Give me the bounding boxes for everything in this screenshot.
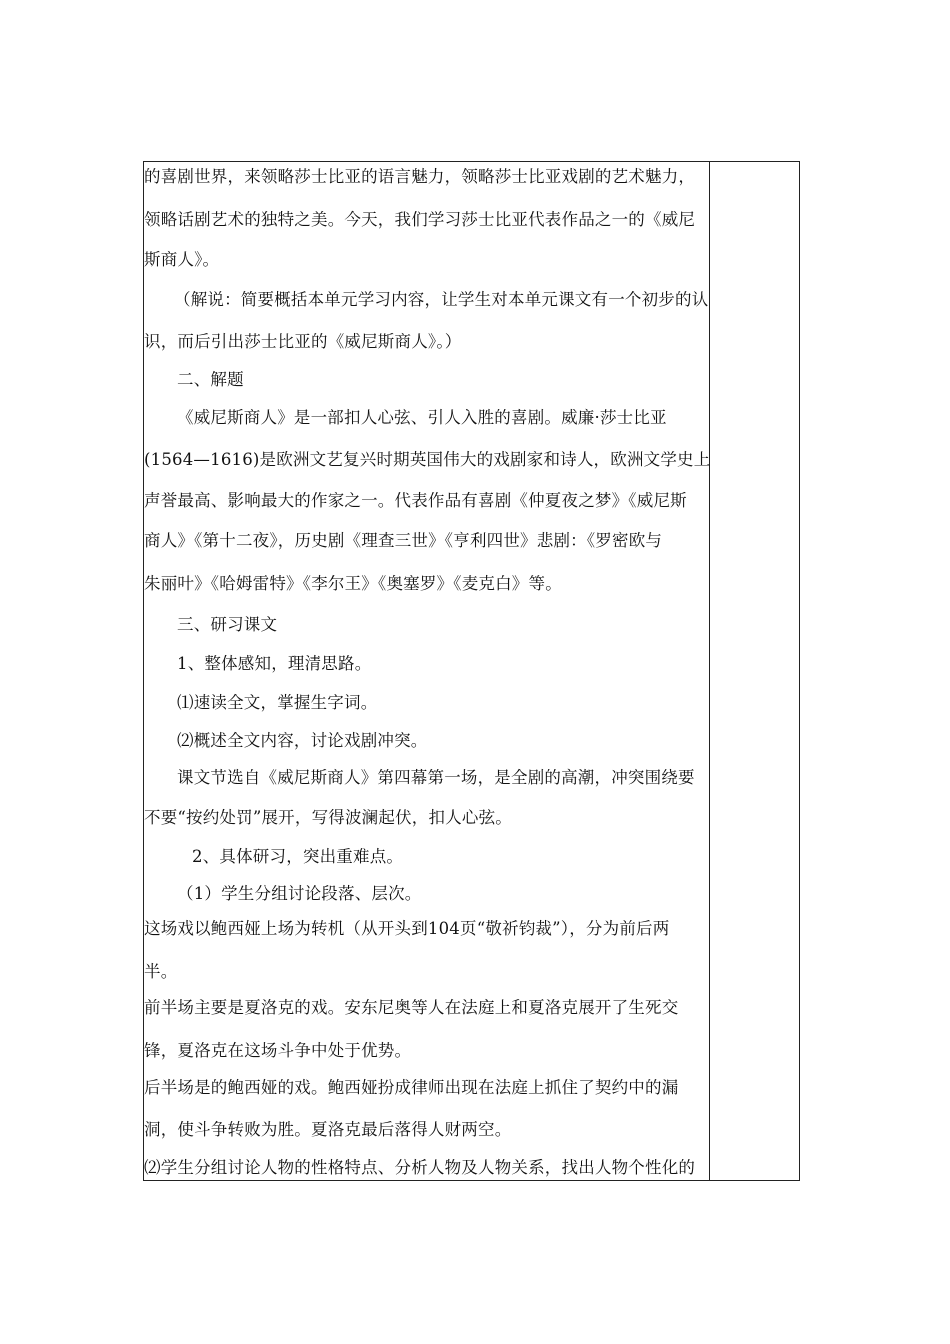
text-line: 洞，使斗争转败为胜。夏洛克最后落得人财两空。 [144, 1120, 512, 1139]
text-line: 声誉最高、影响最大的作家之一。代表作品有喜剧《仲夏夜之梦》《威尼斯 [144, 491, 687, 510]
text-line: 斯商人》。 [144, 250, 220, 269]
text-line: 半。 [144, 962, 178, 981]
text-line: 《威尼斯商人》是一部扣人心弦、引人入胜的喜剧。威廉·莎士比亚 [177, 408, 667, 427]
text-line: 课文节选自《威尼斯商人》第四幕第一场，是全剧的高潮，冲突围绕要 [177, 768, 695, 787]
notes-cell [710, 162, 799, 1180]
commentary-line: 识，而后引出莎士比亚的《威尼斯商人》。） [144, 332, 462, 351]
text-line: 锋，夏洛克在这场斗争中处于优势。 [144, 1041, 412, 1060]
text-line: 后半场是的鲍西娅的戏。鲍西娅扮成律师出现在法庭上抓住了契约中的漏 [144, 1078, 679, 1097]
text-line: 前半场主要是夏洛克的戏。安东尼奥等人在法庭上和夏洛克展开了生死交 [144, 998, 679, 1017]
lesson-content-cell [144, 162, 710, 1180]
text-line: 不要“按约处罚”展开，写得波澜起伏，扣人心弦。 [144, 808, 512, 827]
text-line: ⑴速读全文，掌握生字词。 [177, 693, 378, 712]
text-line: 商人》《第十二夜》，历史剧《理查三世》《亨利四世》悲剧：《罗密欧与 [144, 531, 663, 550]
subheading: 1、整体感知，理清思路。 [177, 654, 372, 673]
lesson-plan-table [143, 161, 800, 1181]
text-line: 的喜剧世界，来领略莎士比亚的语言魅力，领略莎士比亚戏剧的艺术魅力， [144, 167, 696, 186]
subheading: 2、具体研习，突出重难点。 [192, 847, 404, 866]
text-line: 朱丽叶》《哈姆雷特》《李尔王》《奥塞罗》《麦克白》等。 [144, 574, 562, 593]
section-heading: 三、研习课文 [177, 615, 278, 634]
text-line: ⑵概述全文内容，讨论戏剧冲突。 [177, 731, 428, 750]
text-line: （1）学生分组讨论段落、层次。 [177, 884, 422, 903]
text-line: 这场戏以鲍西娅上场为转机（从开头到104页“敬祈钧裁”），分为前后两 [144, 919, 670, 938]
section-heading: 二、解题 [177, 370, 244, 389]
text-line: 领略话剧艺术的独特之美。今天，我们学习莎士比亚代表作品之一的《威尼 [144, 210, 696, 229]
commentary-line: （解说：简要概括本单元学习内容，让学生对本单元课文有一个初步的认 [174, 290, 709, 309]
text-line: (1564—1616)是欧洲文艺复兴时期英国伟大的戏剧家和诗人，欧洲文学史上 [144, 450, 711, 469]
text-line: ⑵学生分组讨论人物的性格特点、分析人物及人物关系，找出人物个性化的 [144, 1158, 696, 1177]
